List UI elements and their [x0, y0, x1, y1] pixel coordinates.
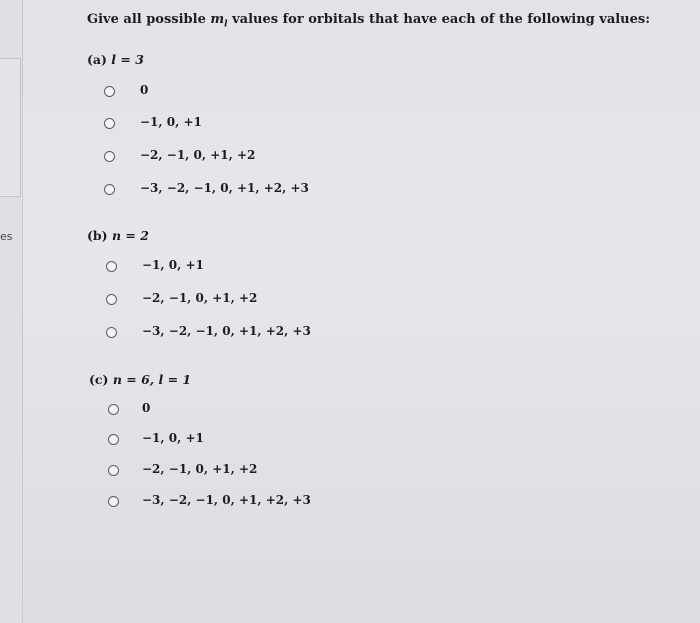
radio-c-3[interactable]: [108, 465, 119, 476]
radio-b-1[interactable]: [106, 261, 117, 272]
option-a-1: 0: [140, 83, 149, 97]
title-variable: m: [210, 12, 225, 27]
title-suffix: values for orbitals that have each of the following values:: [232, 12, 651, 27]
question-title: [87, 12, 650, 30]
part-c-label: (c) n = 6, l = 1: [89, 372, 192, 387]
radio-c-1[interactable]: [108, 404, 119, 415]
part-a-label: (a) l = 3: [87, 52, 144, 67]
left-nav-box[interactable]: [0, 58, 21, 132]
option-b-3: −3, −2, −1, 0, +1, +2, +3: [142, 324, 311, 338]
option-c-2: −1, 0, +1: [142, 431, 204, 445]
radio-a-1[interactable]: [104, 86, 115, 97]
left-nav-box[interactable]: [0, 130, 21, 197]
option-a-2: −1, 0, +1: [140, 115, 202, 129]
option-c-3: −2, −1, 0, +1, +2: [142, 462, 258, 476]
title-subscript: l: [224, 19, 228, 30]
option-a-3: −2, −1, 0, +1, +2: [140, 148, 256, 162]
radio-b-3[interactable]: [106, 327, 117, 338]
radio-b-2[interactable]: [106, 294, 117, 305]
title-prefix: Give all possible: [87, 12, 206, 27]
radio-a-2[interactable]: [104, 118, 115, 129]
radio-c-2[interactable]: [108, 434, 119, 445]
radio-a-4[interactable]: [104, 184, 115, 195]
part-b-label: (b) n = 2: [87, 228, 149, 243]
option-b-2: −2, −1, 0, +1, +2: [142, 291, 258, 305]
option-b-1: −1, 0, +1: [142, 258, 204, 272]
sidebar-text-fragment: es: [0, 230, 13, 243]
option-c-1: 0: [142, 401, 151, 415]
option-c-4: −3, −2, −1, 0, +1, +2, +3: [142, 493, 311, 507]
radio-a-3[interactable]: [104, 151, 115, 162]
radio-c-4[interactable]: [108, 496, 119, 507]
option-a-4: −3, −2, −1, 0, +1, +2, +3: [140, 181, 309, 195]
